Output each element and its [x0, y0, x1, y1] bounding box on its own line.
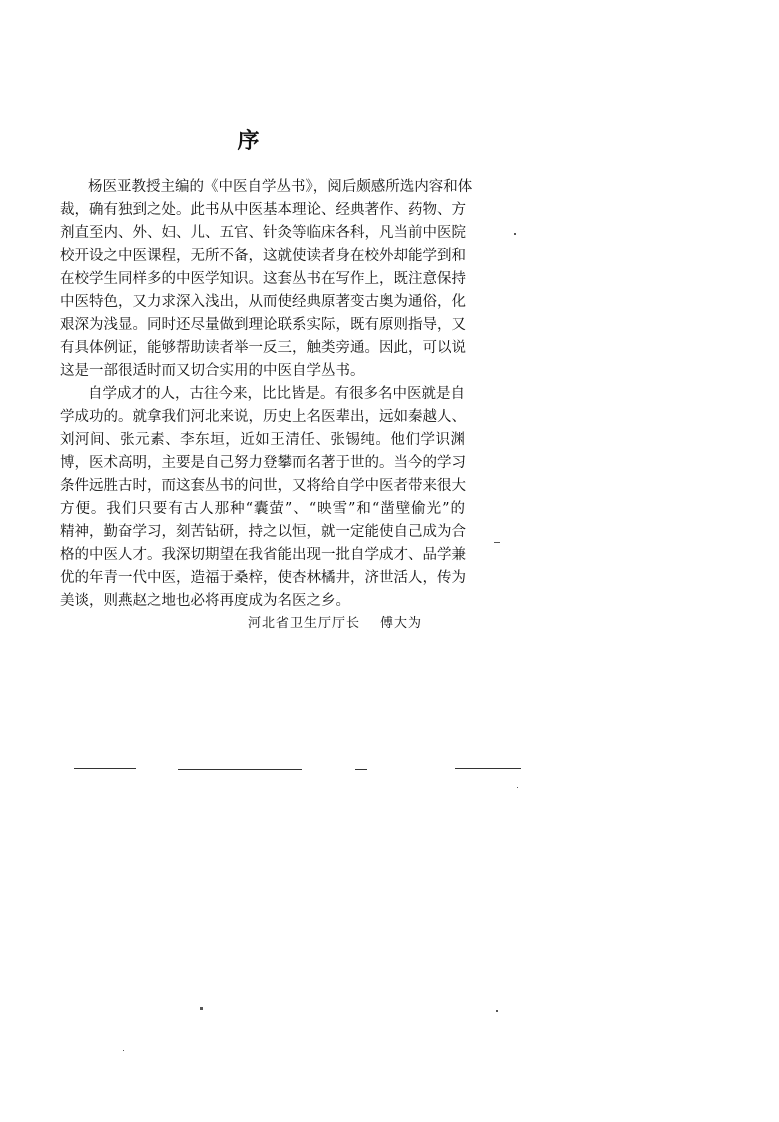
text-line: 方便。我们只要有古人那种“囊萤”、“映雪”和“凿壁偷光”的	[60, 501, 465, 517]
text-line: 博，医术高明，主要是自己努力登攀而名著于世的。当今的学习	[60, 455, 466, 471]
paragraph-2	[60, 383, 465, 613]
text-line: 刘河间、张元素、李东垣，近如王清任、张锡纯。他们学识渊	[60, 432, 465, 448]
paragraph-1	[60, 176, 473, 383]
text-line: 校开设之中医课程，无所不备，这就使读者身在校外却能学到和	[60, 248, 466, 264]
text-line: 精神，勤奋学习，刻苦钻研，持之以恒，就一定能使自己成为合	[60, 524, 466, 540]
text-line: 自学成才的人，古往今来，比比皆是。有很多名中医就是自	[88, 386, 465, 402]
scan-speck	[123, 1050, 124, 1051]
text-line: 有具体例证，能够帮助读者举一反三，触类旁通。因此，可以说	[60, 340, 466, 356]
text-line: 条件远胜古时，而这套丛书的问世，又将给自学中医者带来很大	[60, 478, 466, 494]
text-line: 剂直至内、外、妇、儿、五官、针灸等临床各科，凡当前中医院	[60, 225, 466, 241]
signature-name: 傅大为	[380, 616, 423, 631]
scan-speck	[496, 1010, 498, 1012]
scan-rule	[74, 768, 136, 769]
text-line: 裁，确有独到之处。此书从中医基本理论、经典著作、药物、方	[60, 202, 466, 218]
text-line: 美谈，则燕赵之地也必将再度成为名医之乡。	[60, 593, 350, 609]
scan-speck	[494, 542, 500, 543]
signature-position: 河北省卫生厅厅长	[248, 616, 361, 631]
scan-speck	[514, 233, 516, 235]
text-line: 在校学生同样多的中医学知识。这套丛书在写作上，既注意保持	[60, 271, 466, 287]
text-line: 杨医亚教授主编的《中医自学丛书》，阅后颇感所选内容和体	[88, 179, 473, 195]
scan-speck	[517, 787, 518, 788]
scan-rule	[355, 769, 367, 770]
scan-speck	[200, 1007, 203, 1010]
scan-rule	[455, 768, 521, 769]
signature	[248, 612, 422, 631]
text-line: 优的年青一代中医，造福于桑梓，使杏林橘井，济世活人，传为	[60, 570, 466, 586]
preface-body	[60, 176, 473, 613]
page-title: 序	[237, 128, 262, 154]
text-line: 中医特色，又力求深入浅出，从而使经典原著变古奥为通俗，化	[60, 294, 466, 310]
text-line: 格的中医人才。我深切期望在我省能出现一批自学成才、品学兼	[60, 547, 466, 563]
text-line: 学成功的。就拿我们河北来说，历史上名医辈出，远如秦越人、	[60, 409, 466, 425]
scan-rule	[178, 769, 302, 770]
text-line: 艰深为浅显。同时还尽量做到理论联系实际，既有原则指导，又	[60, 317, 466, 333]
text-line: 这是一部很适时而又切合实用的中医自学丛书。	[60, 363, 365, 379]
